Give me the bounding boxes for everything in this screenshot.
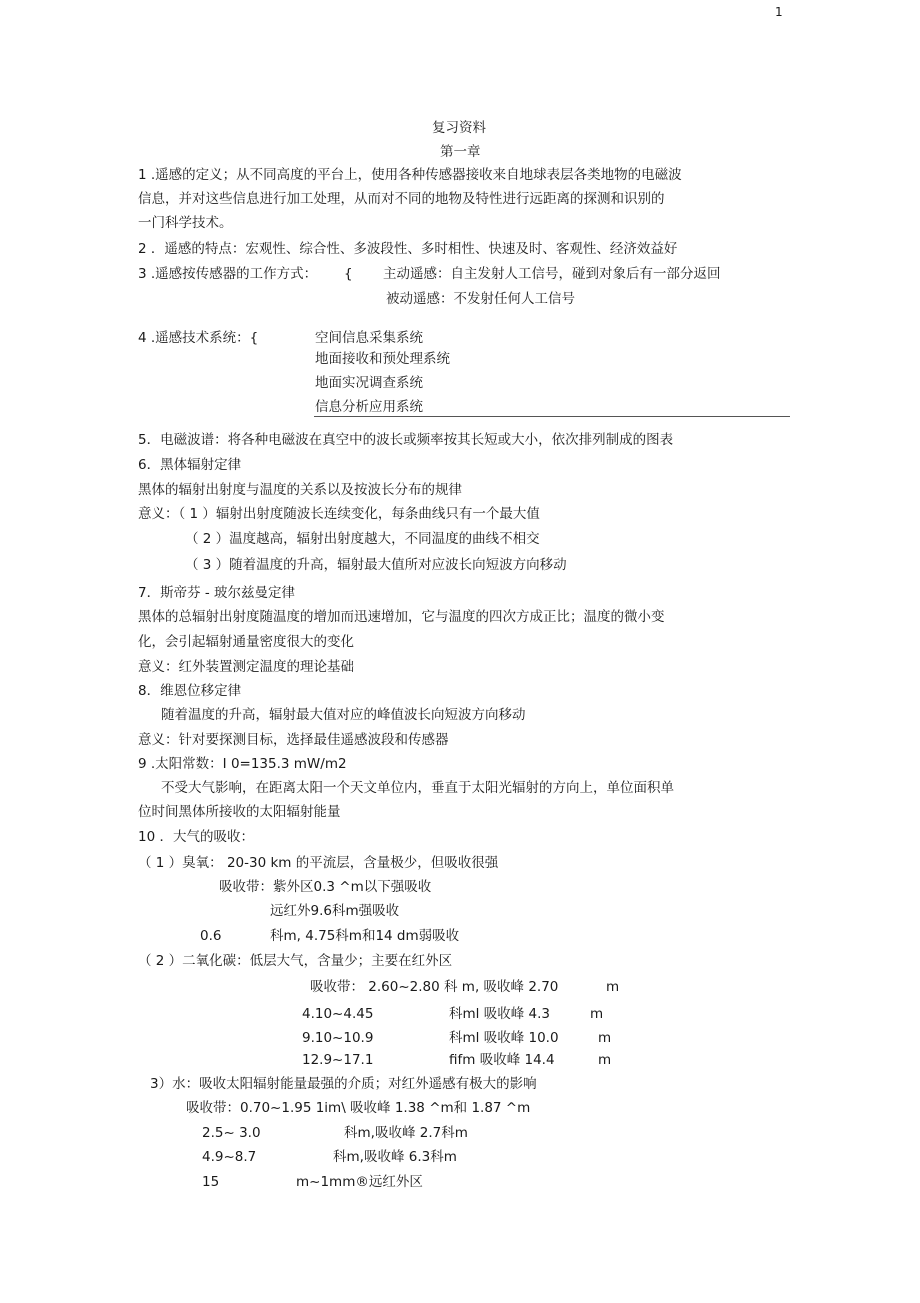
water-heading: 3）水：吸收太阳辐射能量最强的介质；对红外遥感有极大的影响	[150, 1076, 537, 1092]
item-9-heading: 9 .太阳常数：I 0=135.3 mW/m2	[138, 756, 347, 772]
ozone-band-1: 吸收带：紫外区0.3 ^m以下强吸收	[219, 879, 432, 895]
co2-band-4-unit: m	[598, 1052, 612, 1068]
item-6-meaning-1: 意义：（ 1 ）辐射出射度随波长连续变化，每条曲线只有一个最大值	[138, 506, 540, 522]
ozone-heading: （ 1 ）臭氧： 20-30 km 的平流层，含量极少，但吸收很强	[138, 855, 499, 871]
item-10-heading: 10 ．大气的吸收：	[138, 829, 254, 845]
water-band-4-range: 15	[202, 1174, 220, 1190]
item-1-line-1: 1 .遥感的定义；从不同高度的平台上，使用各种传感器接收来自地球表层各类地物的电磁波	[138, 167, 682, 183]
item-3-brace: {	[344, 266, 353, 282]
item-2: 2 ．遥感的特点：宏观性、综合性、多波段性、多时相性、快速及时、客观性、经济效益好	[138, 241, 678, 257]
co2-band-1: 吸收带： 2.60~2.80 科 m, 吸收峰 2.70	[310, 979, 559, 995]
item-7-meaning: 意义：红外装置测定温度的理论基础	[138, 659, 354, 675]
document-title: 复习资料	[432, 120, 486, 136]
page-number: 1	[775, 5, 783, 19]
item-3-heading: 3 .遥感按传感器的工作方式：	[138, 266, 318, 282]
water-band-2-peak: 科m,吸收峰 2.7科m	[344, 1125, 468, 1141]
ozone-band-2: 远红外9.6科m强吸收	[270, 903, 400, 919]
co2-band-2-range: 4.10~4.45	[302, 1006, 374, 1022]
item-5: 5．电磁波谱：将各种电磁波在真空中的波长或频率按其长短或大小，依次排列制成的图表	[138, 432, 674, 448]
item-6-definition: 黑体的辐射出射度与温度的关系以及按波长分布的规律	[138, 482, 462, 498]
water-band-2-range: 2.5~ 3.0	[202, 1125, 261, 1141]
item-1-line-3: 一门科学技术。	[138, 215, 233, 231]
item-7-line-1: 黑体的总辐射出射度随温度的增加而迅速增加，它与温度的四次方成正比；温度的微小变	[138, 609, 665, 625]
item-4-system-3: 地面实况调查系统	[315, 375, 423, 391]
item-3-active: 主动遥感：自主发射人工信号，碰到对象后有一部分返回	[383, 266, 721, 282]
co2-band-4-peak: fifm 吸收峰 14.4	[449, 1052, 555, 1068]
item-8-heading: 8．维恩位移定律	[138, 683, 242, 699]
co2-band-2-unit: m	[590, 1006, 604, 1022]
item-7-heading: 7．斯帝芬 - 玻尔兹曼定律	[138, 585, 296, 601]
underline-rule	[314, 416, 790, 417]
co2-band-3-peak: 科ml 吸收峰 10.0	[449, 1030, 559, 1046]
item-4-system-4: 信息分析应用系统	[315, 399, 423, 415]
co2-band-1-unit: m	[606, 979, 620, 995]
item-4-system-2: 地面接收和预处理系统	[315, 351, 450, 367]
chapter-heading: 第一章	[440, 144, 481, 160]
water-band-1: 吸收带：0.70~1.95 1im\ 吸收峰 1.38 ^m和 1.87 ^m	[186, 1100, 531, 1116]
co2-heading: （ 2 ）二氧化碳：低层大气，含量少；主要在红外区	[138, 953, 453, 969]
item-8-definition: 随着温度的升高，辐射最大值对应的峰值波长向短波方向移动	[161, 707, 526, 723]
ozone-band-3-start: 0.6	[200, 928, 222, 944]
item-7-line-2: 化，会引起辐射通量密度很大的变化	[138, 634, 354, 650]
co2-band-3-unit: m	[598, 1030, 612, 1046]
co2-band-2-peak: 科ml 吸收峰 4.3	[449, 1006, 550, 1022]
co2-band-3-range: 9.10~10.9	[302, 1030, 374, 1046]
item-6-meaning-3: （ 3 ）随着温度的升高，辐射最大值所对应波长向短波方向移动	[185, 557, 567, 573]
water-band-3-range: 4.9~8.7	[202, 1149, 257, 1165]
item-6-heading: 6．黑体辐射定律	[138, 457, 242, 473]
item-3-passive: 被动遥感：不发射任何人工信号	[386, 291, 575, 307]
co2-band-4-range: 12.9~17.1	[302, 1052, 374, 1068]
ozone-band-3: 科m, 4.75科m和14 dm弱吸收	[270, 928, 460, 944]
item-4-system-1: 空间信息采集系统	[315, 330, 423, 346]
item-9-line-2: 位时间黑体所接收的太阳辐射能量	[138, 804, 341, 820]
item-9-line-1: 不受大气影响，在距离太阳一个天文单位内，垂直于太阳光辐射的方向上，单位面积单	[161, 780, 674, 796]
item-4-heading: 4 .遥感技术系统：{	[138, 330, 259, 346]
item-8-meaning: 意义：针对要探测目标，选择最佳遥感波段和传感器	[138, 732, 449, 748]
item-1-line-2: 信息，并对这些信息进行加工处理，从而对不同的地物及特性进行远距离的探测和识别的	[138, 191, 665, 207]
water-band-3-peak: 科m,吸收峰 6.3科m	[333, 1149, 457, 1165]
water-band-4: m~1mm®远红外区	[296, 1174, 423, 1190]
item-6-meaning-2: （ 2 ）温度越高，辐射出射度越大，不同温度的曲线不相交	[185, 531, 540, 547]
